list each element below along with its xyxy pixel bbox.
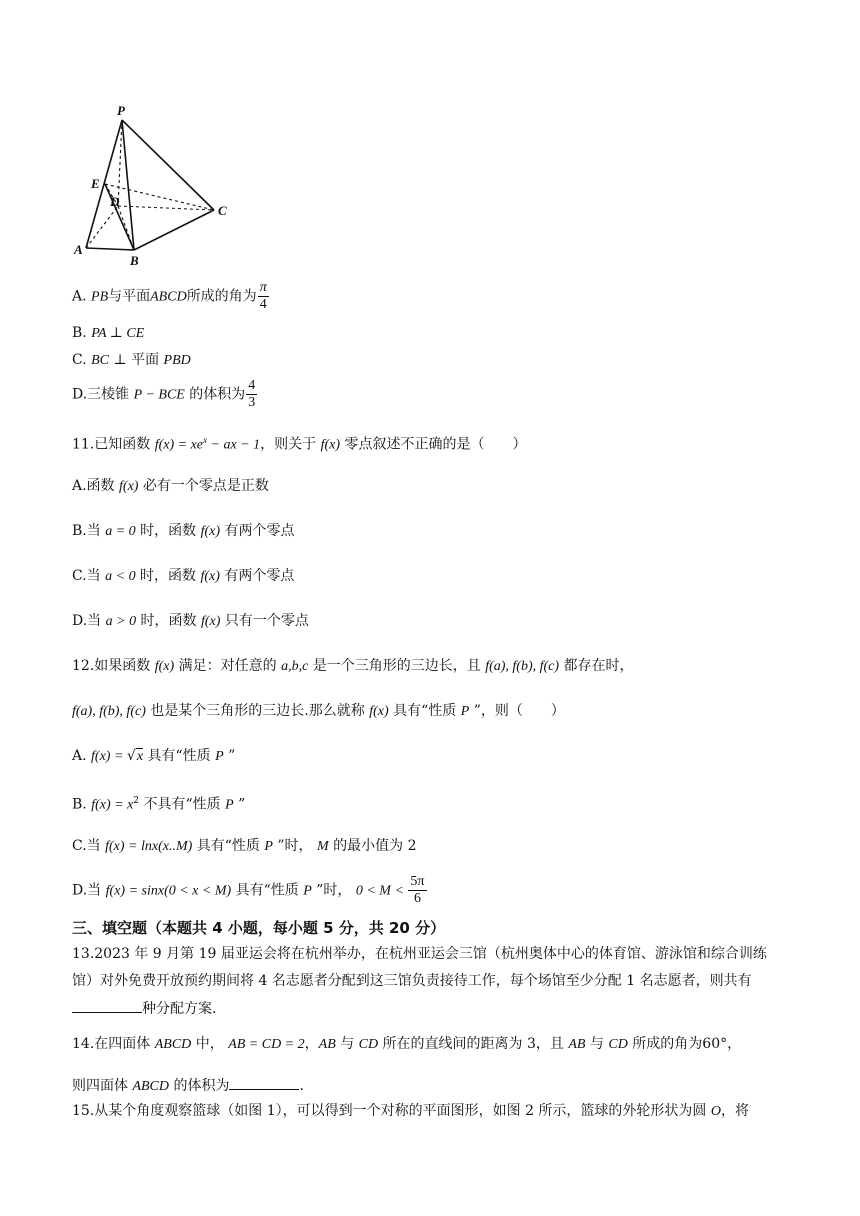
label-D: D — [110, 194, 120, 209]
q13-line2: 馆）对外免费开放预约期间将 4 名志愿者分配到这三馆负责接待工作，每个场馆至少分配 1 名志愿者，则共有 — [72, 973, 752, 989]
edge-PC — [122, 120, 214, 210]
q10-option-a: A. PB与平面ABCD所成的角为 $\frac{\pi}{4}$ — [72, 280, 267, 312]
q10-option-b: B. PA ⊥ CE — [72, 325, 145, 341]
q15-line1: 15.从某个角度观察篮球（如图 1），可以得到一个对称的平面图形，如图 2 所示，篮球的外轮形状为圆 O，将 — [72, 1103, 750, 1119]
q14-answer-blank[interactable] — [229, 1075, 299, 1090]
q10-option-d: D.三棱锥 P − BCE 的体积为 $\frac{4}{3}$ — [72, 378, 256, 410]
label-B: B — [130, 253, 139, 268]
q11-option-c: C.当 a < 0 时，函数 f(x) 有两个零点 — [72, 568, 295, 584]
edge-EC — [105, 184, 214, 210]
label-P: P — [117, 103, 125, 118]
q10-option-c: C. BC ⊥ 平面 PBD — [72, 352, 191, 368]
q13-answer-blank[interactable] — [72, 998, 142, 1013]
q12-option-b: B. $f(x) = x^2$ 不具有“性质 P ” — [72, 796, 246, 813]
edge-PB — [122, 120, 134, 250]
section-3-title: 三、填空题（本题共 4 小题，每小题 5 分，共 20 分） — [72, 919, 446, 937]
edge-BC — [134, 210, 214, 250]
pyramid-figure — [72, 100, 242, 270]
q14-line2: 则四面体 ABCD 的体积为 . — [72, 1075, 304, 1097]
label-A: A — [74, 242, 83, 257]
q12-option-a: A. f(x) = √x 具有“性质 P ” — [72, 748, 236, 764]
label-C: C — [218, 203, 227, 218]
edge-AD — [86, 206, 118, 248]
q12-stem-line1: 12.如果函数 f(x) 满足：对任意的 a,b,c 是一个三角形的三边长，且 f(a), f(b), f(c) 都存在时， — [72, 658, 634, 674]
edge-AB — [86, 248, 134, 250]
q11-stem: 11.已知函数 $f(x) = xe^x$ − ax − 1，则关于 f(x) 零点叙述不正确的是（ ） — [72, 435, 527, 453]
q12-option-c: C.当 f(x) = lnx(x..M) 具有“性质 P ”时， M 的最小值为 2 — [72, 838, 417, 854]
q12-option-d: D.当 f(x) = sinx(0 < x < M) 具有“性质 P ”时， 0 < M < $\frac{5\pi}{6}$ — [72, 874, 425, 906]
q11-option-d: D.当 a > 0 时，函数 f(x) 只有一个零点 — [72, 613, 309, 629]
q11-option-a: A.函数 f(x) 必有一个零点是正数 — [72, 478, 269, 494]
q11-option-b: B.当 a = 0 时，函数 f(x) 有两个零点 — [72, 523, 295, 539]
q14-line1: 14.在四面体 ABCD 中， AB = CD = 2，AB 与 CD 所在的直线间的距离为 3，且 AB 与 CD 所成的角为60°， — [72, 1036, 742, 1052]
q13-line3: 种分配方案. — [72, 998, 216, 1019]
q13-line1: 13.2023 年 9 月第 19 届亚运会将在杭州举办，在杭州亚运会三馆（杭州奥体中心的体育馆、游泳馆和综合训练 — [72, 946, 767, 962]
q12-stem-line2: f(a), f(b), f(c) 也是某个三角形的三边长.那么就称 f(x) 具有“性质 P ”，则（ ） — [72, 703, 565, 719]
label-E: E — [91, 176, 100, 191]
